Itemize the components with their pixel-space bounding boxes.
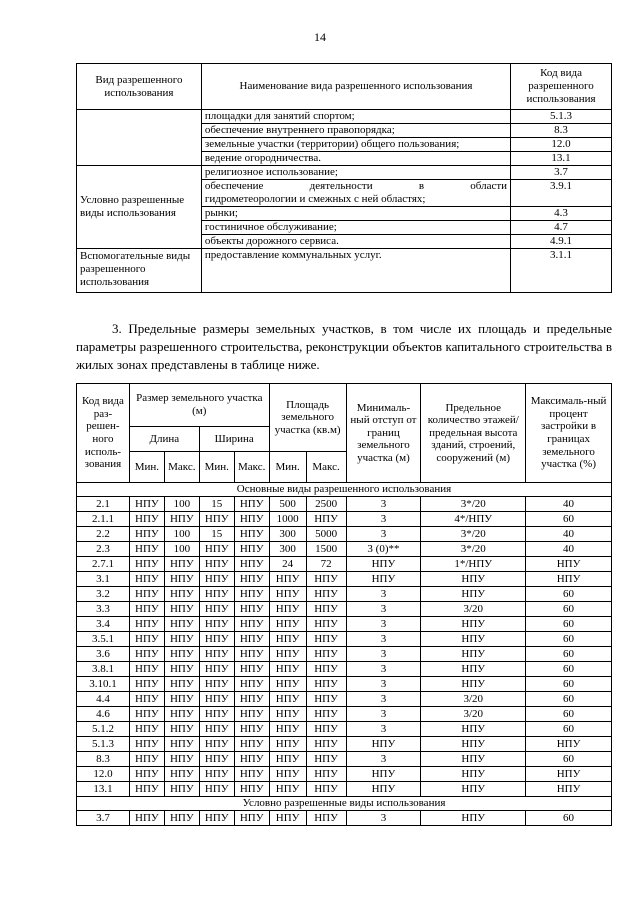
table-cell: 3 [346, 587, 421, 602]
table-cell: НПУ [234, 602, 269, 617]
table-row [77, 662, 612, 677]
use-code: 12.0 [511, 138, 612, 152]
table-cell: НПУ [129, 662, 164, 677]
table-cell: НПУ [421, 767, 526, 782]
table-cell: НПУ [199, 737, 234, 752]
table-cell: 3*/20 [421, 527, 526, 542]
table-cell: 3 [346, 497, 421, 512]
table-cell: НПУ [526, 557, 612, 572]
table-cell: НПУ [421, 617, 526, 632]
table-row [77, 166, 612, 180]
table-cell: НПУ [164, 752, 199, 767]
table-cell: 4*/НПУ [421, 512, 526, 527]
table-cell: 3*/20 [421, 497, 526, 512]
table-cell: НПУ [421, 662, 526, 677]
table-cell: НПУ [129, 617, 164, 632]
table-cell: НПУ [129, 632, 164, 647]
header-setback: Минималь-ный отступ от границ земельного участка (м) [346, 384, 421, 483]
table-row [77, 647, 612, 662]
use-code: 13.1 [511, 152, 612, 166]
table-cell: НПУ [306, 692, 346, 707]
table-cell: НПУ [269, 632, 306, 647]
section-title: Условно разрешенные виды использования [77, 797, 612, 811]
table-cell: НПУ [129, 512, 164, 527]
header-area: Площадь земельного участка (кв.м) [269, 384, 346, 452]
table-row [77, 752, 612, 767]
table-cell: НПУ [199, 677, 234, 692]
table-cell: 40 [526, 497, 612, 512]
table-cell: 60 [526, 752, 612, 767]
table-cell: НПУ [306, 602, 346, 617]
table-cell: 100 [164, 497, 199, 512]
table-cell: 100 [164, 527, 199, 542]
table-cell: НПУ [199, 557, 234, 572]
table-cell: НПУ [269, 737, 306, 752]
table-row [77, 572, 612, 587]
table-cell: 2500 [306, 497, 346, 512]
table-cell: НПУ [164, 632, 199, 647]
header-min: Мин. [199, 452, 234, 483]
table-cell: 60 [526, 632, 612, 647]
table-cell: 3 [346, 811, 421, 826]
table-cell: НПУ [129, 737, 164, 752]
table-cell: 40 [526, 542, 612, 557]
section-row [77, 797, 612, 811]
table-cell: НПУ [129, 707, 164, 722]
table-cell: НПУ [346, 782, 421, 797]
row-code-cell: 5.1.2 [77, 722, 130, 737]
header-length: Длина [129, 427, 199, 452]
table-cell: НПУ [234, 752, 269, 767]
table-cell: 100 [164, 542, 199, 557]
table-row [77, 692, 612, 707]
table-cell: НПУ [306, 662, 346, 677]
table-cell: НПУ [306, 737, 346, 752]
table-cell: НПУ [129, 692, 164, 707]
parameters-table-body [77, 483, 612, 826]
table-cell: НПУ [306, 677, 346, 692]
table-cell: НПУ [234, 677, 269, 692]
table-cell: НПУ [421, 677, 526, 692]
use-name: предоставление коммунальных услуг. [201, 249, 510, 293]
table-cell: НПУ [129, 587, 164, 602]
row-code-cell: 3.5.1 [77, 632, 130, 647]
table-cell: НПУ [306, 767, 346, 782]
table-row [77, 677, 612, 692]
table-cell: НПУ [129, 752, 164, 767]
table-cell: 3 [346, 527, 421, 542]
header-width: Ширина [199, 427, 269, 452]
row-code-cell: 3.7 [77, 811, 130, 826]
row-code-cell: 2.2 [77, 527, 130, 542]
table-cell: НПУ [421, 811, 526, 826]
table-row [77, 737, 612, 752]
table-cell: НПУ [269, 722, 306, 737]
table-cell: НПУ [129, 497, 164, 512]
table-cell: НПУ [306, 512, 346, 527]
table-cell: НПУ [129, 811, 164, 826]
table-row [77, 767, 612, 782]
use-code: 3.9.1 [511, 180, 612, 207]
table-cell: НПУ [199, 512, 234, 527]
table-cell: НПУ [164, 587, 199, 602]
section-title: Основные виды разрешенного использования [77, 483, 612, 497]
table-cell: 3/20 [421, 602, 526, 617]
table-cell: НПУ [164, 782, 199, 797]
table-cell: 60 [526, 647, 612, 662]
row-code-cell: 3.1 [77, 572, 130, 587]
table-cell: НПУ [269, 662, 306, 677]
header-min: Мин. [269, 452, 306, 483]
use-code: 8.3 [511, 124, 612, 138]
table-cell: НПУ [234, 572, 269, 587]
table-cell: НПУ [234, 722, 269, 737]
row-code-cell: 2.7.1 [77, 557, 130, 572]
table-cell: НПУ [199, 782, 234, 797]
table-cell: НПУ [234, 527, 269, 542]
table-row [77, 249, 612, 293]
table-cell: НПУ [269, 677, 306, 692]
table-row [77, 632, 612, 647]
table-cell: НПУ [269, 707, 306, 722]
use-name: гостиничное обслуживание; [201, 221, 510, 235]
page-number: 14 [314, 30, 326, 44]
table-cell: 60 [526, 707, 612, 722]
header-min: Мин. [129, 452, 164, 483]
row-code-cell: 3.4 [77, 617, 130, 632]
table-cell: НПУ [306, 572, 346, 587]
table-cell: 3 [346, 677, 421, 692]
table-row [77, 782, 612, 797]
group-label-auxiliary: Вспомогательные виды разрешенного использования [77, 249, 202, 293]
section-row [77, 483, 612, 497]
table-cell: НПУ [421, 737, 526, 752]
table-cell: НПУ [129, 767, 164, 782]
table-cell: 3/20 [421, 707, 526, 722]
row-code-cell: 2.3 [77, 542, 130, 557]
table-cell: НПУ [269, 647, 306, 662]
table-cell: НПУ [164, 677, 199, 692]
table-cell: НПУ [199, 811, 234, 826]
table-cell: 60 [526, 587, 612, 602]
use-name [201, 180, 510, 207]
row-code-cell: 3.3 [77, 602, 130, 617]
use-name: ведение огородничества. [201, 152, 510, 166]
permitted-use-table [76, 63, 612, 293]
table-cell: НПУ [129, 542, 164, 557]
table-cell: 3 [346, 632, 421, 647]
table-cell: 40 [526, 527, 612, 542]
table-cell: НПУ [526, 767, 612, 782]
table-cell: НПУ [164, 572, 199, 587]
section-paragraph: 3. Предельные размеры земельных участков, в том числе их площадь и предельные параметры разрешенного строительства, реконструкции объектов капитального строительства в жилых зонах представлены в таблице ниже. [76, 321, 612, 372]
table-cell: 1000 [269, 512, 306, 527]
table-cell: НПУ [306, 752, 346, 767]
table-cell: НПУ [234, 737, 269, 752]
table-cell: НПУ [269, 811, 306, 826]
row-code-cell: 8.3 [77, 752, 130, 767]
table-cell: НПУ [129, 782, 164, 797]
table-cell: 15 [199, 497, 234, 512]
table-cell: 60 [526, 677, 612, 692]
use-code: 3.1.1 [511, 249, 612, 293]
table-cell: НПУ [234, 692, 269, 707]
table-header-row [77, 64, 612, 110]
table-cell: 60 [526, 602, 612, 617]
table-cell: НПУ [199, 767, 234, 782]
row-code-cell: 3.6 [77, 647, 130, 662]
table-cell: 3/20 [421, 692, 526, 707]
table-cell: НПУ [164, 602, 199, 617]
table-cell: НПУ [199, 707, 234, 722]
table-row [77, 722, 612, 737]
table-row [77, 110, 612, 124]
row-code-cell: 4.4 [77, 692, 130, 707]
table-cell: НПУ [306, 707, 346, 722]
header-max: Макс. [306, 452, 346, 483]
use-name: религиозное использование; [201, 166, 510, 180]
table-row [77, 527, 612, 542]
table-header-row [77, 384, 612, 427]
header-use-code: Код вида разрешенного использования [511, 64, 612, 110]
table-cell: НПУ [199, 602, 234, 617]
table-cell: НПУ [306, 811, 346, 826]
table-cell: 3 [346, 752, 421, 767]
table-cell: НПУ [421, 722, 526, 737]
use-name: земельные участки (территории) общего пользования; [201, 138, 510, 152]
row-code-cell: 13.1 [77, 782, 130, 797]
table-cell: НПУ [526, 782, 612, 797]
table-cell: НПУ [306, 632, 346, 647]
table-cell: НПУ [129, 722, 164, 737]
use-code: 4.9.1 [511, 235, 612, 249]
table-cell: 3 [346, 647, 421, 662]
table-cell: 3 [346, 512, 421, 527]
table-cell: 3*/20 [421, 542, 526, 557]
table-cell: НПУ [234, 632, 269, 647]
use-name-line: гидрометеорологии и смежных с ней областях; [204, 193, 426, 205]
table-cell: НПУ [234, 782, 269, 797]
table-row [77, 497, 612, 512]
table-cell: НПУ [199, 662, 234, 677]
row-code-cell: 4.6 [77, 707, 130, 722]
table-row [77, 557, 612, 572]
table-cell: 60 [526, 722, 612, 737]
use-name: рынки; [201, 207, 510, 221]
table-cell: НПУ [129, 557, 164, 572]
table-cell: 5000 [306, 527, 346, 542]
table-cell: НПУ [269, 572, 306, 587]
use-name: объекты дорожного сервиса. [201, 235, 510, 249]
row-code-cell: 3.2 [77, 587, 130, 602]
header-size: Размер земельного участка (м) [129, 384, 269, 427]
table-cell: НПУ [164, 811, 199, 826]
table-cell: НПУ [526, 737, 612, 752]
table-cell: НПУ [306, 782, 346, 797]
table-cell: НПУ [234, 811, 269, 826]
table-cell: НПУ [164, 557, 199, 572]
table-cell: НПУ [199, 692, 234, 707]
table-cell: НПУ [421, 632, 526, 647]
table-cell: НПУ [234, 542, 269, 557]
use-name-line: обеспечение деятельности в области [204, 180, 508, 192]
table-cell: НПУ [164, 692, 199, 707]
row-code-cell: 5.1.3 [77, 737, 130, 752]
table-cell: НПУ [269, 752, 306, 767]
table-cell: НПУ [346, 737, 421, 752]
table-row [77, 542, 612, 557]
table-cell: НПУ [306, 647, 346, 662]
header-floors: Предельное количество этажей/ предельная высота зданий, строений, сооружений (м) [421, 384, 526, 483]
table-cell: НПУ [199, 572, 234, 587]
table-cell: НПУ [199, 632, 234, 647]
table-cell: НПУ [421, 752, 526, 767]
table-cell: НПУ [306, 587, 346, 602]
table-cell: НПУ [306, 617, 346, 632]
table-row [77, 811, 612, 826]
table-cell: НПУ [421, 587, 526, 602]
group-cell-main [77, 110, 202, 166]
table-row [77, 707, 612, 722]
header-use-name: Наименование вида разрешенного использования [201, 64, 510, 110]
table-cell: НПУ [234, 662, 269, 677]
table-cell: 24 [269, 557, 306, 572]
table-cell: НПУ [199, 617, 234, 632]
row-code-cell: 3.8.1 [77, 662, 130, 677]
table-cell: 60 [526, 692, 612, 707]
row-code-cell: 3.10.1 [77, 677, 130, 692]
table-cell: НПУ [234, 512, 269, 527]
table-row [77, 512, 612, 527]
table-cell: НПУ [129, 572, 164, 587]
use-code: 4.3 [511, 207, 612, 221]
table-cell: НПУ [164, 617, 199, 632]
table-cell: НПУ [129, 677, 164, 692]
table-cell: 15 [199, 527, 234, 542]
table-cell: НПУ [234, 497, 269, 512]
table-cell: 3 [346, 707, 421, 722]
header-code: Код вида раз-решен-ного исполь-зования [77, 384, 130, 483]
table-row [77, 602, 612, 617]
table-cell: НПУ [164, 767, 199, 782]
header-max: Макс. [234, 452, 269, 483]
table-cell: 500 [269, 497, 306, 512]
table-cell: НПУ [129, 602, 164, 617]
table-cell: НПУ [234, 617, 269, 632]
table-cell: НПУ [129, 647, 164, 662]
table-cell: НПУ [269, 617, 306, 632]
table-cell: 3 [346, 602, 421, 617]
table-cell: НПУ [199, 752, 234, 767]
table-cell: 1500 [306, 542, 346, 557]
use-code: 3.7 [511, 166, 612, 180]
table-cell: НПУ [269, 692, 306, 707]
row-code-cell: 2.1 [77, 497, 130, 512]
table-cell: НПУ [164, 737, 199, 752]
table-cell: НПУ [306, 722, 346, 737]
table-cell: НПУ [526, 572, 612, 587]
table-cell: 3 [346, 662, 421, 677]
use-name: обеспечение внутреннего правопорядка; [201, 124, 510, 138]
table-cell: НПУ [164, 707, 199, 722]
table-cell: 1*/НПУ [421, 557, 526, 572]
table-cell: 60 [526, 662, 612, 677]
table-cell: НПУ [164, 512, 199, 527]
use-name: площадки для занятий спортом; [201, 110, 510, 124]
row-code-cell: 12.0 [77, 767, 130, 782]
table-cell: НПУ [199, 542, 234, 557]
table-cell: НПУ [421, 647, 526, 662]
table-cell: НПУ [346, 557, 421, 572]
header-max: Макс. [164, 452, 199, 483]
table-cell: НПУ [164, 647, 199, 662]
table-cell: НПУ [234, 707, 269, 722]
group-label-conditional: Условно разрешенные виды использования [77, 166, 202, 249]
table-cell: 60 [526, 811, 612, 826]
table-cell: НПУ [421, 572, 526, 587]
table-cell: НПУ [199, 647, 234, 662]
use-code: 5.1.3 [511, 110, 612, 124]
table-cell: 3 [346, 692, 421, 707]
table-cell: 3 [346, 617, 421, 632]
table-row [77, 587, 612, 602]
table-cell: НПУ [234, 647, 269, 662]
row-code-cell: 2.1.1 [77, 512, 130, 527]
table-cell: НПУ [269, 767, 306, 782]
table-cell: НПУ [129, 527, 164, 542]
table-cell: НПУ [269, 587, 306, 602]
table-cell: 60 [526, 617, 612, 632]
table-cell: НПУ [234, 557, 269, 572]
table-cell: НПУ [269, 602, 306, 617]
table-cell: НПУ [234, 587, 269, 602]
table-cell: 72 [306, 557, 346, 572]
table-cell: 60 [526, 512, 612, 527]
table-cell: 3 [346, 722, 421, 737]
table-cell: НПУ [199, 722, 234, 737]
use-code: 4.7 [511, 221, 612, 235]
table-cell: НПУ [346, 572, 421, 587]
table-cell: НПУ [234, 767, 269, 782]
table-cell: НПУ [164, 662, 199, 677]
table-cell: 300 [269, 527, 306, 542]
parameters-table [76, 383, 612, 826]
header-percent: Максималь-ный процент застройки в границах земельного участка (%) [526, 384, 612, 483]
table-cell: НПУ [346, 767, 421, 782]
table-cell: НПУ [164, 722, 199, 737]
table-row [77, 617, 612, 632]
table-cell: 3 (0)** [346, 542, 421, 557]
table-cell: НПУ [199, 587, 234, 602]
table-cell: 300 [269, 542, 306, 557]
header-use-kind: Вид разрешенного использования [77, 64, 202, 110]
table-cell: НПУ [421, 782, 526, 797]
table-cell: НПУ [269, 782, 306, 797]
